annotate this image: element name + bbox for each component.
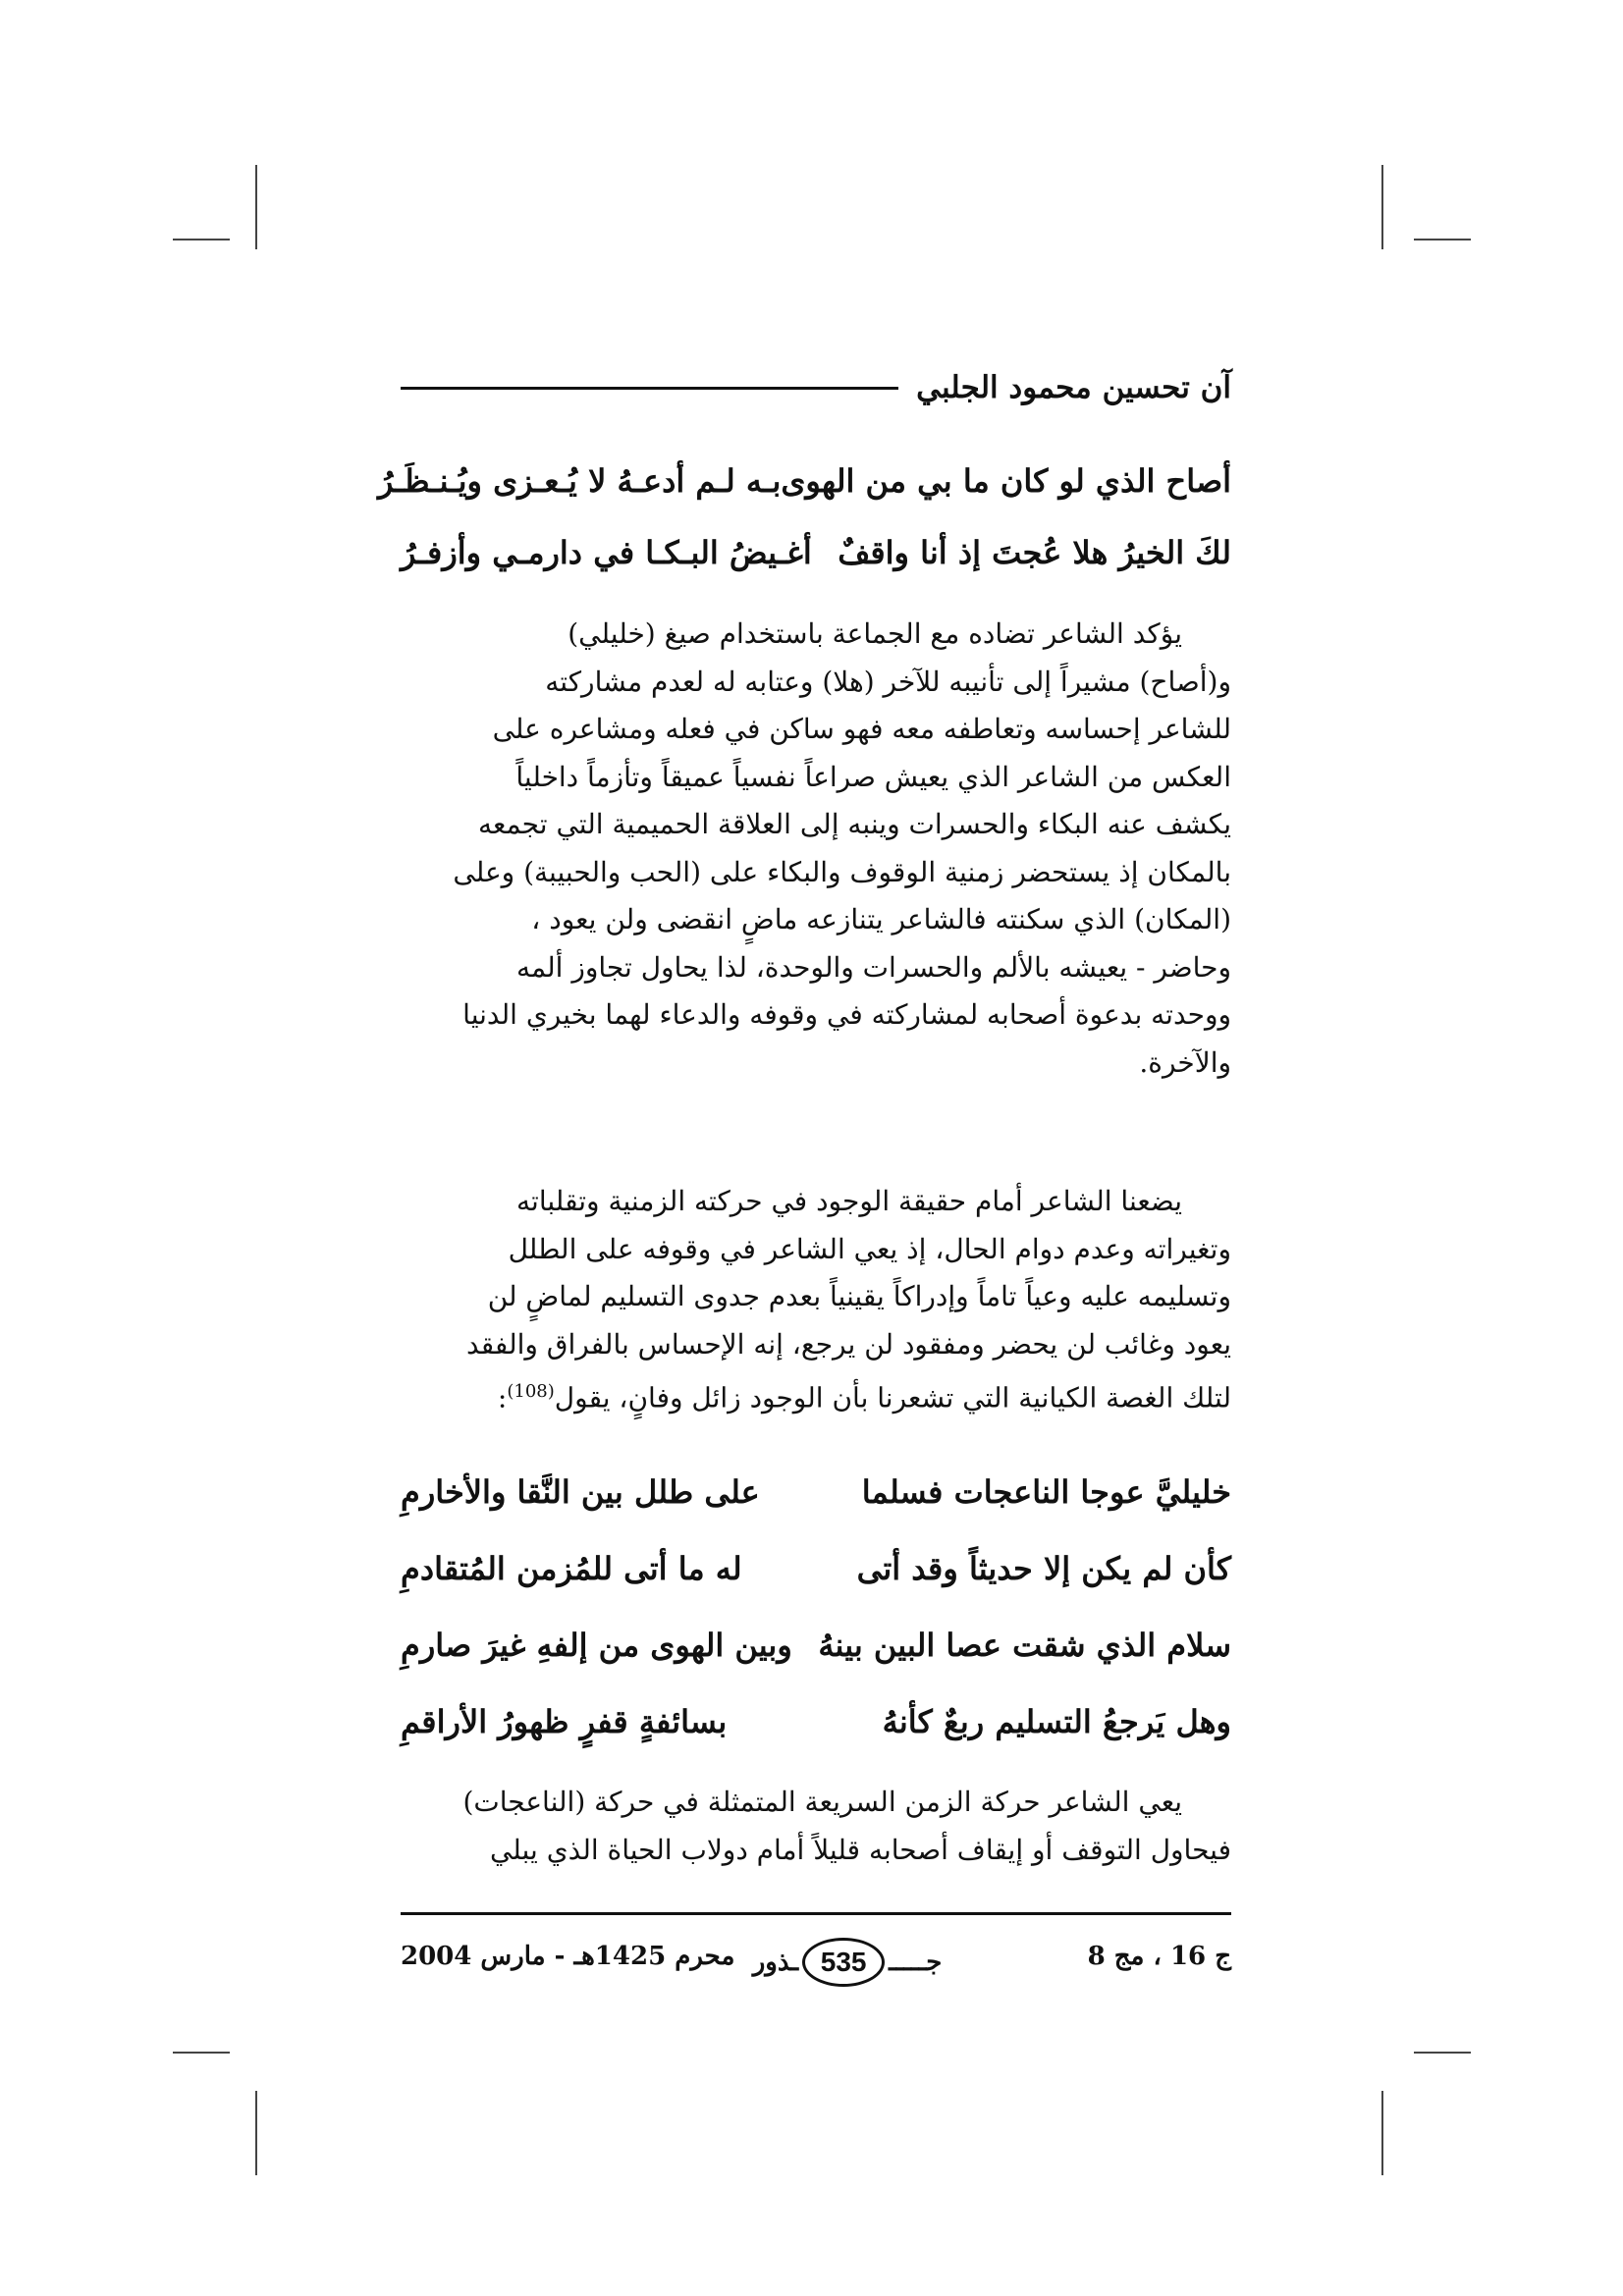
page-footer [401,1934,1231,1993]
crop-mark [1414,239,1471,240]
crop-mark [173,239,230,240]
paragraph-2 [401,1178,1231,1422]
journal-logo [734,1934,960,1991]
header-rule [401,387,898,390]
text-line: يضعنا الشاعر أمام حقيقة الوجود في حركته الزمنية وتقلباته [516,1185,1182,1217]
text-line: العكس من الشاعر الذي يعيش صراعاً نفسياً عميقاً وتأزماً داخلياً [515,760,1231,793]
verse-line [401,523,1231,582]
crop-mark [255,165,257,249]
text-line: فيحاول التوقف أو إيقاف أصحابه قليلاً أمام دولاب الحياة الذي يبلي [489,1833,1231,1866]
text-line: للشاعر إحساسه وتعاطفه معه فهو ساكن في فعله ومشاعره على [492,713,1231,745]
text-line: يعي الشاعر حركة الزمن السريعة المتمثلة في حركة (الناعجات) [462,1786,1182,1818]
verse-hemistich-right: أصاح الذي لو كان ما بي من الهوى [781,462,1231,500]
verse-hemistich-left: وبين الهوى من إلفهِ غيرَ صارمِ [401,1627,792,1664]
text-line: يؤكد الشاعر تضاده مع الجماعة باستخدام صيغ (خليلي) [568,617,1182,650]
crop-mark [1381,2091,1383,2175]
text-line: وتسليمه عليه وعياً تاماً وإدراكاً يقينياً بعدم جدوى التسليم لماضٍ لن [487,1280,1231,1312]
crop-mark [1381,165,1383,249]
verse-hemistich-left: له ما أتى للمُزمن المُتقادمِ [401,1550,742,1587]
verse-line [401,1539,1231,1598]
page [377,0,1231,2296]
verse-line [401,1616,1231,1675]
verse-hemistich-right: كأن لم يكن إلا حديثاً وقد أتى [856,1550,1231,1587]
verse-hemistich-right: خليليَّ عوجا الناعجات فسلما [861,1473,1231,1511]
header-title: آن تحسين محمود الجلبي [916,370,1231,405]
text-line: يعود وغائب لن يحضر ومفقود لن يرجع، إنه الإحساس بالفراق والفقد [466,1327,1231,1361]
verse-hemistich-right: سلام الذي شقت عصا البين بينهُ [818,1627,1231,1664]
running-header [401,363,1231,412]
page-number: 535 [802,1938,885,1987]
footer-rule [401,1912,1231,1915]
text-line: بالمكان إذ يستحضر زمنية الوقوف والبكاء على (الحب والحبيبة) وعلى [453,855,1231,888]
text-line: يكشف عنه البكاء والحسرات وينبه إلى العلاقة الحميمية التي تجمعه [477,808,1231,840]
verse-hemistich-left: بسائفةٍ قفرٍ ظهورُ الأراقمِ [401,1703,728,1740]
crop-mark [173,2052,230,2054]
verse-hemistich-right: لكَ الخيرُ هلا عُجتَ إذ أنا واقفٌ [838,534,1231,571]
verse-line [401,1692,1231,1751]
text-line: لتلك الغصة الكيانية التي تشعرنا بأن الوجود زائل وفانٍ، يقول [554,1381,1231,1415]
verse-hemistich-left: على طلل بين النَّقا والأخارمِ [401,1473,760,1511]
crop-mark [1414,2052,1471,2054]
text-line: (المكان) الذي سكنته فالشاعر يتنازعه ماضٍ انقضى ولن يعود ، [531,903,1231,935]
colon: : [497,1381,508,1415]
text-line-with-footnote [401,1368,1231,1422]
paragraph-3 [401,1779,1231,1874]
logo-text-right: جـــــ [889,1948,943,1977]
footnote-reference[interactable]: (108) [507,1381,555,1402]
text-line: ووحدته بدعوة أصحابه لمشاركته في وقوفه والدعاء لهما بخيري الدنيا [462,998,1231,1031]
verse-hemistich-right: وهل يَرجعُ التسليم ربعٌ كأنهُ [882,1703,1231,1740]
verse-line [401,1463,1231,1522]
verse-hemistich-left: بـه لـم أدعـهُ لا يُـعـزى ويُـنـظَـرُ [377,462,782,500]
volume-issue: ج 16 ، مج 8 [1087,1942,1231,1971]
text-line: و(أصاح) مشيراً إلى تأنيبه للآخر (هلا) وعتابه له لعدم مشاركته [545,665,1231,698]
crop-mark [255,2091,257,2175]
verse-hemistich-left: أغـيضُ البـكـا في دارمـي وأزفـرُ [401,534,812,571]
issue-date: محرم 1425هـ - مارس 2004 [401,1942,735,1971]
text-line: وتغيراته وعدم دوام الحال، إذ يعي الشاعر في وقوفه على الطلل [508,1232,1231,1265]
text-line: وحاضر - يعيشه بالألم والحسرات والوحدة، لذا يحاول تجاوز ألمه [515,950,1231,984]
paragraph-1 [401,611,1231,1087]
text-line: والآخرة. [1139,1045,1231,1079]
verse-line [377,452,1231,510]
logo-text-left: ـذور [752,1948,799,1977]
